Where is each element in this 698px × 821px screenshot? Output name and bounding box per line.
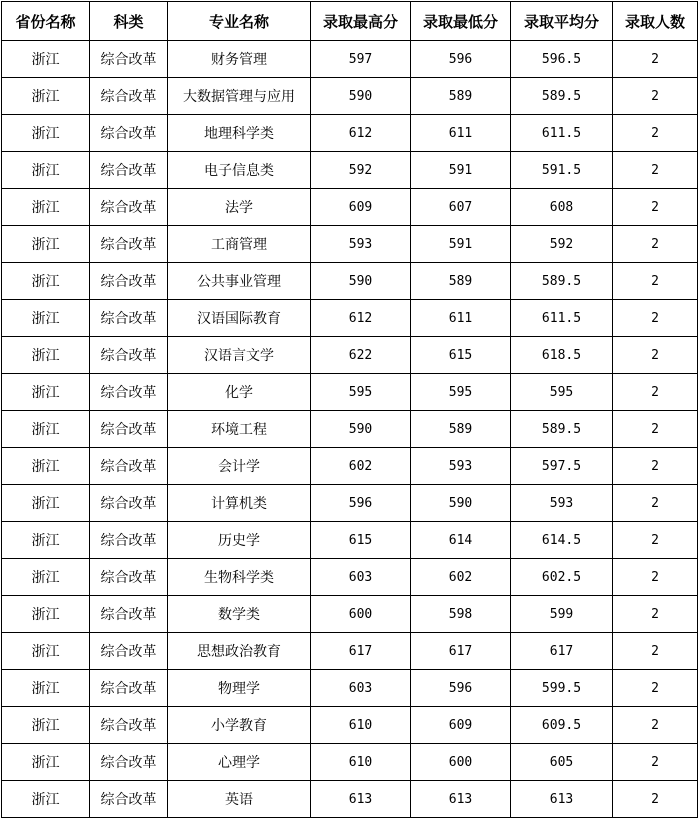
- cell-major: 环境工程: [168, 411, 311, 448]
- cell-max-score: 590: [311, 78, 411, 115]
- cell-category: 综合改革: [90, 781, 168, 818]
- cell-category: 综合改革: [90, 596, 168, 633]
- cell-category: 综合改革: [90, 263, 168, 300]
- cell-major: 英语: [168, 781, 311, 818]
- cell-max-score: 596: [311, 485, 411, 522]
- cell-province: 浙江: [2, 189, 90, 226]
- cell-min-score: 607: [411, 189, 511, 226]
- table-row: [2, 115, 698, 152]
- cell-avg-score: 589.5: [511, 263, 613, 300]
- cell-province: 浙江: [2, 744, 90, 781]
- cell-category: 综合改革: [90, 189, 168, 226]
- cell-category: 综合改革: [90, 115, 168, 152]
- cell-count: 2: [613, 152, 698, 189]
- table-row: [2, 448, 698, 485]
- cell-avg-score: 613: [511, 781, 613, 818]
- table-header: [2, 2, 698, 41]
- cell-avg-score: 602.5: [511, 559, 613, 596]
- cell-max-score: 590: [311, 411, 411, 448]
- table-row: [2, 337, 698, 374]
- cell-category: 综合改革: [90, 411, 168, 448]
- cell-major: 物理学: [168, 670, 311, 707]
- header-province: 省份名称: [2, 2, 90, 41]
- cell-avg-score: 593: [511, 485, 613, 522]
- cell-max-score: 602: [311, 448, 411, 485]
- cell-min-score: 614: [411, 522, 511, 559]
- cell-category: 综合改革: [90, 226, 168, 263]
- cell-min-score: 600: [411, 744, 511, 781]
- cell-province: 浙江: [2, 263, 90, 300]
- cell-max-score: 593: [311, 226, 411, 263]
- cell-major: 小学教育: [168, 707, 311, 744]
- cell-major: 公共事业管理: [168, 263, 311, 300]
- cell-min-score: 613: [411, 781, 511, 818]
- cell-major: 计算机类: [168, 485, 311, 522]
- cell-count: 2: [613, 522, 698, 559]
- cell-province: 浙江: [2, 448, 90, 485]
- cell-min-score: 589: [411, 263, 511, 300]
- cell-max-score: 615: [311, 522, 411, 559]
- cell-major: 汉语国际教育: [168, 300, 311, 337]
- cell-max-score: 622: [311, 337, 411, 374]
- cell-major: 生物科学类: [168, 559, 311, 596]
- cell-category: 综合改革: [90, 300, 168, 337]
- cell-major: 会计学: [168, 448, 311, 485]
- cell-province: 浙江: [2, 411, 90, 448]
- cell-max-score: 603: [311, 559, 411, 596]
- cell-avg-score: 617: [511, 633, 613, 670]
- cell-province: 浙江: [2, 115, 90, 152]
- cell-major: 财务管理: [168, 41, 311, 78]
- cell-max-score: 597: [311, 41, 411, 78]
- cell-count: 2: [613, 189, 698, 226]
- cell-major: 汉语言文学: [168, 337, 311, 374]
- table-row: [2, 559, 698, 596]
- cell-avg-score: 589.5: [511, 411, 613, 448]
- cell-province: 浙江: [2, 78, 90, 115]
- cell-avg-score: 591.5: [511, 152, 613, 189]
- cell-count: 2: [613, 781, 698, 818]
- cell-major: 化学: [168, 374, 311, 411]
- cell-count: 2: [613, 263, 698, 300]
- table-row: [2, 707, 698, 744]
- cell-category: 综合改革: [90, 744, 168, 781]
- cell-min-score: 591: [411, 226, 511, 263]
- cell-count: 2: [613, 633, 698, 670]
- cell-count: 2: [613, 115, 698, 152]
- cell-min-score: 611: [411, 300, 511, 337]
- admission-scores-table: [1, 1, 698, 818]
- cell-province: 浙江: [2, 522, 90, 559]
- header-major: 专业名称: [168, 2, 311, 41]
- cell-province: 浙江: [2, 300, 90, 337]
- cell-category: 综合改革: [90, 152, 168, 189]
- cell-count: 2: [613, 226, 698, 263]
- cell-count: 2: [613, 448, 698, 485]
- cell-count: 2: [613, 337, 698, 374]
- table-row: [2, 374, 698, 411]
- cell-count: 2: [613, 744, 698, 781]
- table-row: [2, 226, 698, 263]
- cell-avg-score: 599: [511, 596, 613, 633]
- cell-avg-score: 596.5: [511, 41, 613, 78]
- cell-min-score: 595: [411, 374, 511, 411]
- table-row: [2, 152, 698, 189]
- cell-province: 浙江: [2, 670, 90, 707]
- cell-avg-score: 595: [511, 374, 613, 411]
- cell-count: 2: [613, 596, 698, 633]
- cell-max-score: 613: [311, 781, 411, 818]
- cell-min-score: 615: [411, 337, 511, 374]
- table-row: [2, 189, 698, 226]
- header-row: [2, 2, 698, 41]
- cell-major: 大数据管理与应用: [168, 78, 311, 115]
- cell-count: 2: [613, 41, 698, 78]
- cell-avg-score: 618.5: [511, 337, 613, 374]
- cell-avg-score: 611.5: [511, 115, 613, 152]
- cell-major: 工商管理: [168, 226, 311, 263]
- cell-category: 综合改革: [90, 522, 168, 559]
- cell-province: 浙江: [2, 781, 90, 818]
- cell-min-score: 596: [411, 670, 511, 707]
- cell-count: 2: [613, 559, 698, 596]
- cell-max-score: 610: [311, 744, 411, 781]
- cell-category: 综合改革: [90, 374, 168, 411]
- cell-min-score: 590: [411, 485, 511, 522]
- header-max-score: 录取最高分: [311, 2, 411, 41]
- cell-count: 2: [613, 300, 698, 337]
- cell-category: 综合改革: [90, 707, 168, 744]
- header-min-score: 录取最低分: [411, 2, 511, 41]
- cell-min-score: 617: [411, 633, 511, 670]
- table-row: [2, 670, 698, 707]
- cell-avg-score: 609.5: [511, 707, 613, 744]
- cell-min-score: 609: [411, 707, 511, 744]
- cell-avg-score: 611.5: [511, 300, 613, 337]
- header-category: 科类: [90, 2, 168, 41]
- table-body: [2, 41, 698, 818]
- cell-count: 2: [613, 707, 698, 744]
- cell-province: 浙江: [2, 374, 90, 411]
- table-row: [2, 744, 698, 781]
- table-row: [2, 781, 698, 818]
- cell-major: 数学类: [168, 596, 311, 633]
- cell-province: 浙江: [2, 41, 90, 78]
- cell-min-score: 589: [411, 411, 511, 448]
- cell-count: 2: [613, 411, 698, 448]
- cell-category: 综合改革: [90, 41, 168, 78]
- table-row: [2, 596, 698, 633]
- cell-max-score: 603: [311, 670, 411, 707]
- cell-avg-score: 614.5: [511, 522, 613, 559]
- cell-category: 综合改革: [90, 633, 168, 670]
- cell-category: 综合改革: [90, 485, 168, 522]
- cell-max-score: 595: [311, 374, 411, 411]
- cell-min-score: 596: [411, 41, 511, 78]
- cell-province: 浙江: [2, 633, 90, 670]
- cell-count: 2: [613, 78, 698, 115]
- table-row: [2, 41, 698, 78]
- cell-min-score: 589: [411, 78, 511, 115]
- cell-category: 综合改革: [90, 78, 168, 115]
- cell-major: 历史学: [168, 522, 311, 559]
- cell-province: 浙江: [2, 337, 90, 374]
- cell-province: 浙江: [2, 485, 90, 522]
- cell-major: 思想政治教育: [168, 633, 311, 670]
- cell-min-score: 593: [411, 448, 511, 485]
- cell-category: 综合改革: [90, 559, 168, 596]
- cell-province: 浙江: [2, 707, 90, 744]
- cell-max-score: 617: [311, 633, 411, 670]
- cell-category: 综合改革: [90, 448, 168, 485]
- header-avg-score: 录取平均分: [511, 2, 613, 41]
- table-row: [2, 485, 698, 522]
- cell-max-score: 612: [311, 300, 411, 337]
- table-row: [2, 263, 698, 300]
- cell-min-score: 611: [411, 115, 511, 152]
- cell-avg-score: 608: [511, 189, 613, 226]
- cell-major: 心理学: [168, 744, 311, 781]
- table-row: [2, 522, 698, 559]
- cell-province: 浙江: [2, 152, 90, 189]
- cell-avg-score: 592: [511, 226, 613, 263]
- cell-category: 综合改革: [90, 670, 168, 707]
- cell-max-score: 592: [311, 152, 411, 189]
- cell-avg-score: 589.5: [511, 78, 613, 115]
- cell-max-score: 610: [311, 707, 411, 744]
- cell-min-score: 602: [411, 559, 511, 596]
- cell-count: 2: [613, 374, 698, 411]
- cell-province: 浙江: [2, 226, 90, 263]
- cell-major: 地理科学类: [168, 115, 311, 152]
- table-row: [2, 300, 698, 337]
- cell-min-score: 598: [411, 596, 511, 633]
- cell-category: 综合改革: [90, 337, 168, 374]
- cell-major: 法学: [168, 189, 311, 226]
- cell-max-score: 590: [311, 263, 411, 300]
- table-row: [2, 633, 698, 670]
- header-count: 录取人数: [613, 2, 698, 41]
- cell-count: 2: [613, 670, 698, 707]
- cell-major: 电子信息类: [168, 152, 311, 189]
- cell-avg-score: 599.5: [511, 670, 613, 707]
- cell-province: 浙江: [2, 559, 90, 596]
- cell-max-score: 612: [311, 115, 411, 152]
- cell-max-score: 600: [311, 596, 411, 633]
- table-row: [2, 411, 698, 448]
- cell-max-score: 609: [311, 189, 411, 226]
- cell-avg-score: 605: [511, 744, 613, 781]
- cell-count: 2: [613, 485, 698, 522]
- cell-province: 浙江: [2, 596, 90, 633]
- table-row: [2, 78, 698, 115]
- cell-avg-score: 597.5: [511, 448, 613, 485]
- cell-min-score: 591: [411, 152, 511, 189]
